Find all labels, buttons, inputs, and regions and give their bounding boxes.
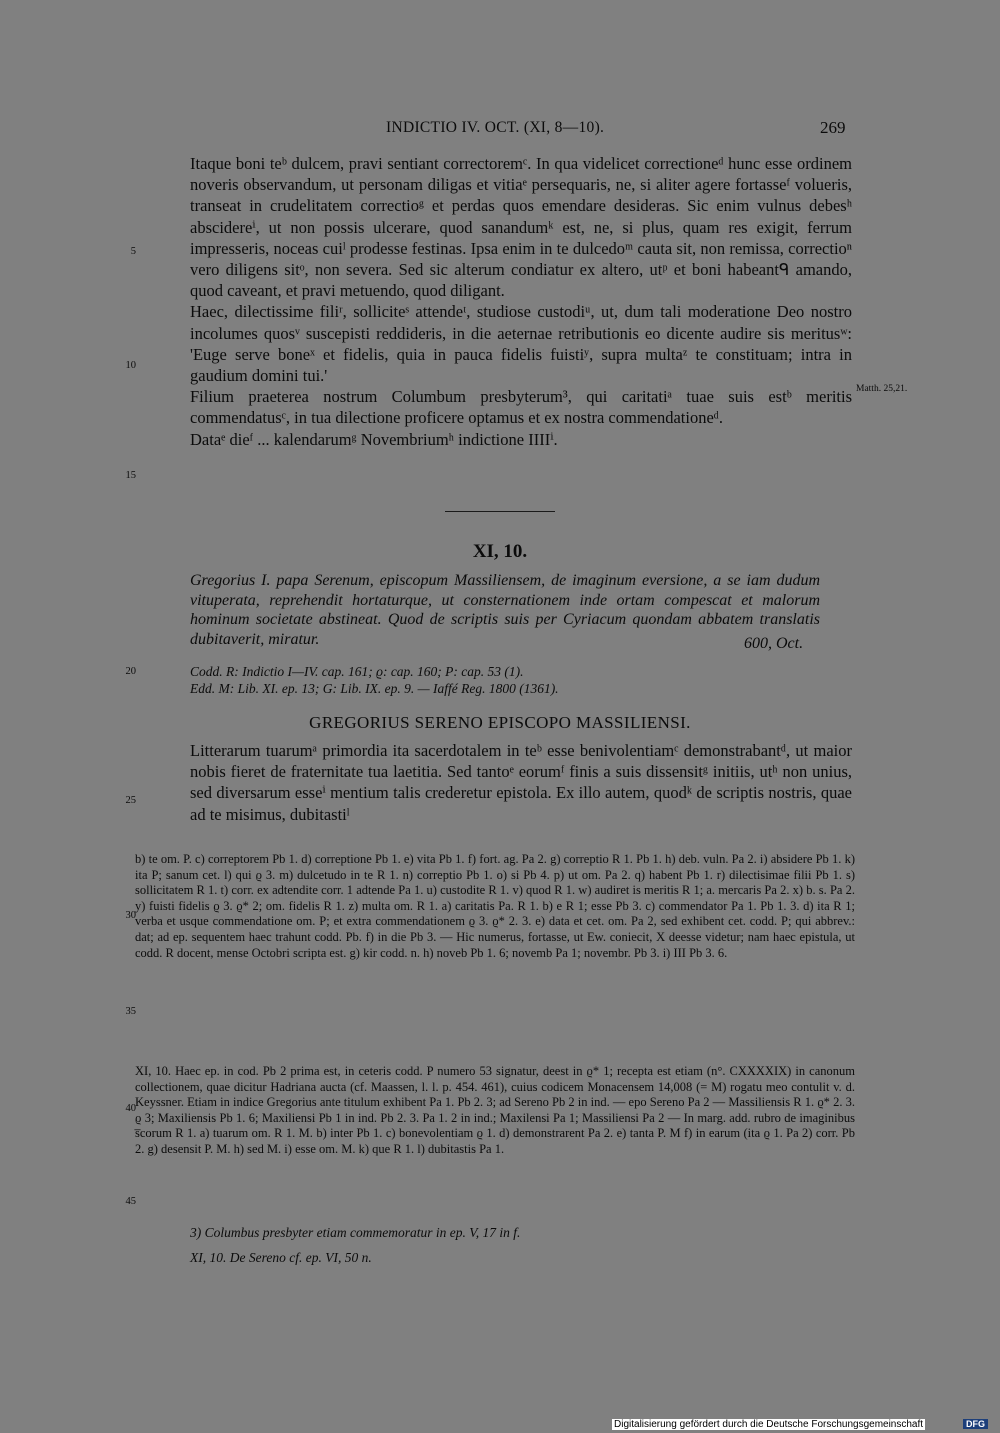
letter-date: 600, Oct. [744, 635, 804, 652]
line-number: 10 [125, 360, 136, 371]
section-number: XI, 10. [472, 541, 528, 562]
paragraph-3: Filium praeterea nostrum Columbum presbyterum³, qui caritatiᵃ tuae suis estᵇ meritis commendatusᶜ, in tua dilectione proficere optamus et ex nostra commendationeᵈ. [190, 387, 852, 428]
letter-body [190, 153, 852, 450]
apparatus-notes: b) te om. P. c) correptorem Pb 1. d) correptione Pb 1. e) vita Pb 1. f) fort. ag. Pa 2. g) correptio R 1. Pb 1. h) deb. vuln. Pa 2. i) absidere Pb 1. k) ita P; sanum cet. l) qui ϱ 3. m) dulcetudo in te R 1. n) correptio Pb 1. o) si Pb 4. p) ut om. Pa 2. q) habent Pb 1. r) dilectisimae filii Pb 1. s) sollicitatem R 1. t) corr. ex adtendite corr. 1 adtende Pa 1. u) custodite R 1. v) quod R 1. w) audiret is meritis R 1; a. mercaris Pa 2. x) b. s. Pa 2. y) fuisti fidelis ϱ 3. ϱ* 2; om. fidelis R 1. z) multa om. R 1. a) caritatis Pa. R 1. b) e R 1; esse Pb 3. c) commendator Pa 1. Pb 1. 3. d) ita R 1; verba et usque commendatione om. P; et extra commendationem ϱ 3. ϱ* 2. 3. e) data et cet. om. Pa 2, sed exhibent cet. codd. P; qui abbrev.: dat; ad ep. sequentem haec trahunt codd. Pb. f) in die Pb 3. — Hic numerus, fortasse, ut Ew. coniecit, X deesse videtur; nam haec epistula, ut codd. R docent, mense Octobri scripta est. g) kir codd. n. h) noveb Pb 1. 6; novemb Pa 1; novembr. Pb 3. i) III Pb 3. 6. [135, 852, 855, 960]
line-number: 40 [125, 1103, 136, 1114]
line-number: 45 [125, 1196, 136, 1207]
editions-line: Edd. M: Lib. XI. ep. 13; G: Lib. IX. ep. 9. — Iaffé Reg. 1800 (1361). [190, 681, 559, 696]
codices-line: Codd. R: Indictio I—IV. cap. 161; ϱ: cap. 160; P: cap. 53 (1). [190, 664, 524, 679]
footnote: 3) Columbus presbyter etiam commemoratur in ep. V, 17 in f. [190, 1225, 521, 1240]
running-title: INDICTIO IV. OCT. (XI, 8—10). [386, 119, 605, 136]
section-divider [445, 511, 555, 512]
critical-apparatus-letter [135, 1064, 855, 1158]
margin-reference: Matth. 25,21. [856, 384, 908, 394]
dfg-logo: DFG [963, 1419, 988, 1429]
line-number: 35 [125, 1006, 136, 1017]
footnote: XI, 10. De Sereno cf. ep. VI, 50 n. [190, 1250, 372, 1265]
critical-apparatus [135, 852, 855, 961]
letter-text-paragraph: Litterarum tuarumᵃ primordia ita sacerdotalem in teᵇ esse benivolentiamᶜ demonstrabantᵈ, ut maior nobis fieret de fraternitate tua laetitia. Sed tantoᵉ eorumᶠ finis a suis dissensitᵍ initiis, utʰ non unius, sed diversarum esseⁱ mentium talis crederetur epistola. Ex illo autem, quodᵏ de scriptis nostris, quae ad te misimus, dubitastiˡ [190, 741, 852, 824]
apparatus-notes-letter: XI, 10. Haec ep. in cod. Pb 2 prima est, in ceteris codd. P numero 53 signatur, deest in ϱ* 1; recepta est etiam (n°. CXXXXIX) in canonum collectionem, quae dicitur Hadriana aucta (cf. Maassen, l. l. p. 454. 461), cuius codicem Monacensem 14,008 (= M) rogatu meo contulit v. d. Keyssner. Etiam in indice Gregorius ante titulum exhibent Pa 1. Pb 2. 3; ad Sereno Pb 2 in ind. — epo Sereno Pa 2 — Massiliensis R 1. ϱ* 2. 3. ϱ 3; Maxiliensis Pb 1. 6; Maxiliensi Pb 1 in ind. Pb 2. 3. Pa 1. 2 in ind.; Maxilensi Pa 1; Massiliensi Pa 2 — In marg. add. rubro de imaginibus s̅corum R 1. a) tuarum om. R 1. M. b) inter Pb 1. c) bonevolentiam ϱ 1. d) demonstrarent Pa 2. e) tanta P. M f) in earum (ita ϱ 1. Pa 2) corr. Pb 2. g) desensit P. M. h) sed M. i) esse om. M. k) que R 1. l) dubitastis Pa 1. [135, 1064, 855, 1156]
letter-title: GREGORIUS SERENO EPISCOPO MASSILIENSI. [309, 713, 691, 732]
line-number: 5 [130, 246, 136, 257]
summary-text: Gregorius I. papa Serenum, episcopum Massiliensem, de imaginum eversione, a se iam dudum vituperata, reprehendit hortaturque, ut consternationem inde ortam compescat et malorum hominum societate abstineat. Quod de scriptis suis per Cyriacum quondam abbatem translatis dubitaverit, miratur. [190, 572, 820, 648]
paragraph-2: Haec, dilectissime filiʳ, solliciteˢ attendeᵗ, studiose custodiᵘ, ut, dum tali moderatione Deo nostro incolumes quosᵛ suscepisti reddideris, in die aeternae retributionis eo dicente audire sis meritusʷ: 'Euge serve boneˣ et fidelis, quia in pauca fidelis fuistiʸ, supra multaᶻ te constituam; intra in gaudium domini tui.' [190, 302, 852, 386]
line-number: 15 [125, 470, 136, 481]
letter-summary [190, 571, 820, 649]
line-number: 20 [125, 666, 136, 677]
digitization-credit: Digitalisierung gefördert durch die Deutsche Forschungsgemeinschaft [614, 1419, 924, 1430]
line-number: 30 [125, 910, 136, 921]
paragraph-4: Dataᵉ dieᶠ ... kalendarumᵍ Novembriumʰ indictione IIIIⁱ. [190, 429, 558, 449]
letter-text [190, 740, 852, 825]
paragraph-1: Itaque boni teᵇ dulcem, pravi sentiant correctoremᶜ. In qua videlicet correctioneᵈ hunc esse ordinem noveris observandum, ut personam diligas et vitiaᵉ persequaris, ne, si aliter agere fortasseᶠ volueris, transeat in crudelitatem correctioᵍ et perdas quos emendare desideras. Sic enim vulnus debesʰ abscidereⁱ, ut non possis ulcerare, quod sanandumᵏ est, ne, si plus, quam res exigit, ferrum impresseris, noceas cuiˡ prodesse festinas. Ipsa enim in te dulcedoᵐ cauta sit, non remissa, correctioⁿ vero diligens sitᵒ, non severa. Sed sic alterum condiatur ex altero, utᵖ et boni habeantᑫ amando, quod caveant, et pravi metuendo, quod diligant. [190, 154, 852, 301]
line-number: 25 [125, 795, 136, 806]
page-number: 269 [820, 118, 846, 137]
